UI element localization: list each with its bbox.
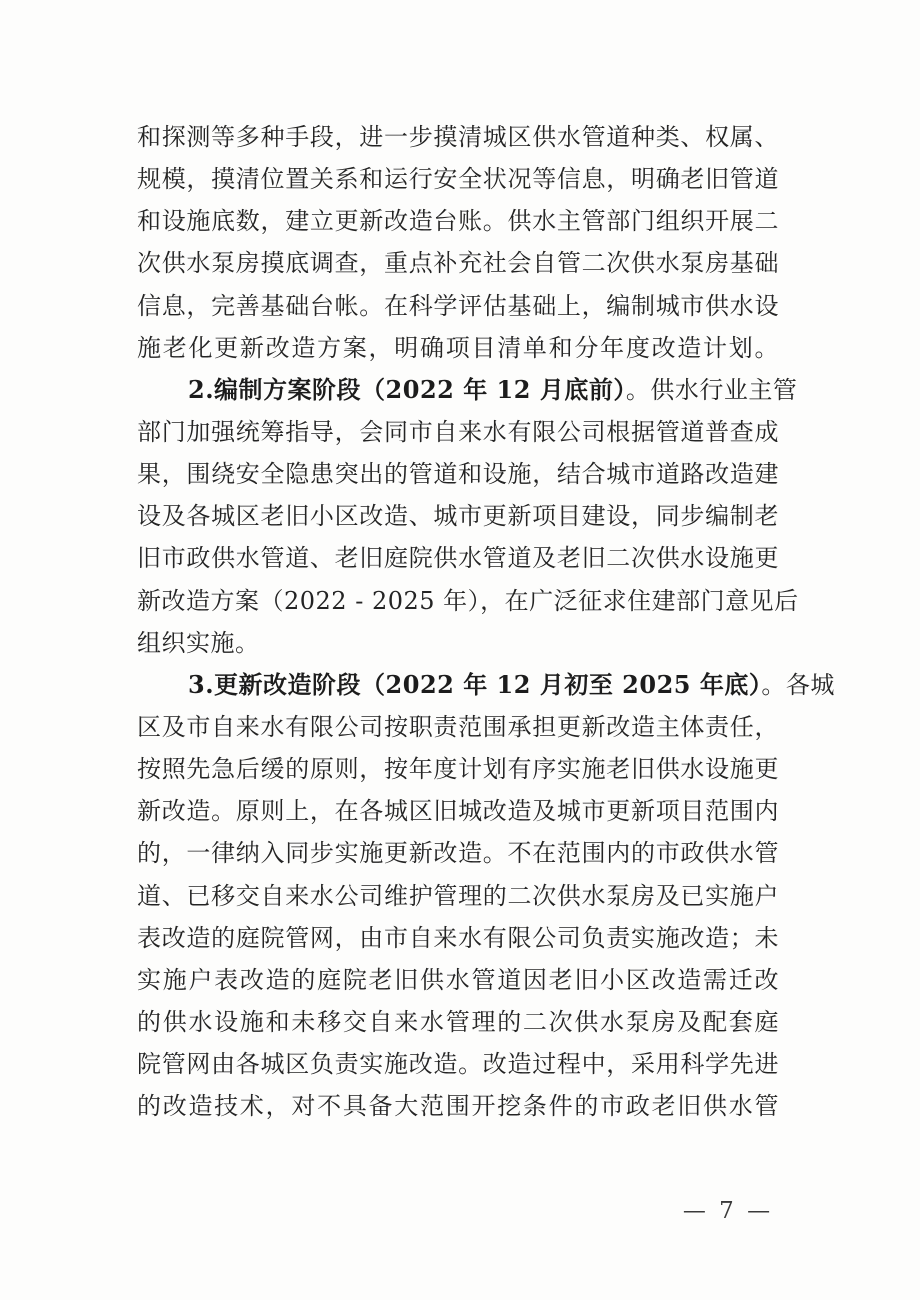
line-text: 新改造方案（2022 - 2025 年），在广泛征求住建部门意见后 [137,586,799,615]
text-line [137,664,835,706]
line-text: 施老化更新改造方案，明确项目清单和分年度改造计划。 [137,333,779,362]
text-line [137,832,779,874]
page-number: — 7 — [682,1198,774,1224]
line-text: 和探测等多种手段，进一步摸清城区供水管道种类、权属、 [137,123,779,151]
text-line [137,411,779,453]
text-line [137,327,779,369]
text-line [137,495,779,537]
heading-bold-text: 2.编制方案阶段（2022 年 12 月底前） [188,374,626,404]
line-text: 设及各城区老旧小区改造、城市更新项目建设，同步编制老 [137,502,779,531]
text-line [137,242,779,284]
text-line [137,453,779,495]
line-text: 区及市自来水有限公司按职责范围承担更新改造主体责任， [137,712,779,741]
line-text: 院管网由各城区负责实施改造。改造过程中，采用科学先进 [137,1050,779,1079]
line-text: 新改造。原则上，在各城区旧城改造及城市更新项目范围内 [137,797,779,826]
text-line [137,369,798,411]
text-line [137,790,779,832]
line-text: 旧市政供水管道、老旧庭院供水管道及老旧二次供水设施更 [137,544,779,573]
text-line [137,748,779,790]
line-text: 。各城 [761,670,835,699]
line-text: 的，一律纳入同步实施更新改造。不在范围内的市政供水管 [137,839,779,868]
text-line [137,537,779,579]
document-text-block [137,116,835,1127]
text-line [137,1043,779,1085]
text-line [137,622,779,664]
line-text: 。供水行业主管 [625,375,798,404]
line-text: 组织实施。 [137,628,260,657]
heading-bold-text: 3.更新改造阶段（2022 年 12 月初至 2025 年底） [188,669,762,699]
text-line [137,158,779,200]
line-text: 的改造技术，对不具备大范围开挖条件的市政老旧供水管 [137,1092,779,1121]
text-line [137,116,779,158]
line-text: 表改造的庭院管网，由市自来水有限公司负责实施改造；未 [137,923,779,952]
text-line [137,1085,779,1127]
line-text: 部门加强统筹指导，会同市自来水有限公司根据管道普查成 [137,417,779,446]
line-text: 道、已移交自来水公司维护管理的二次供水泵房及已实施户 [137,881,779,910]
line-text: 次供水泵房摸底调查，重点补充社会自管二次供水泵房基础 [137,249,779,278]
text-line [137,200,779,242]
line-text: 的供水设施和未移交自来水管理的二次供水泵房及配套庭 [137,1007,779,1036]
line-text: 规模，摸清位置关系和运行安全状况等信息，明确老旧管道 [137,165,779,194]
line-text: 果，围绕安全隐患突出的管道和设施，结合城市道路改造建 [137,460,779,489]
line-text: 实施户表改造的庭院老旧供水管道因老旧小区改造需迁改 [137,965,779,994]
text-line [137,917,779,959]
line-text: 和设施底数，建立更新改造台账。供水主管部门组织开展二 [137,207,779,236]
text-line [137,580,799,622]
line-text: 按照先急后缓的原则，按年度计划有序实施老旧供水设施更 [137,755,779,784]
text-line [137,1001,779,1043]
text-line [137,285,779,327]
line-text: 信息，完善基础台帐。在科学评估基础上，编制城市供水设 [137,291,779,320]
text-line [137,706,779,748]
text-line [137,959,779,1001]
text-line [137,875,779,917]
